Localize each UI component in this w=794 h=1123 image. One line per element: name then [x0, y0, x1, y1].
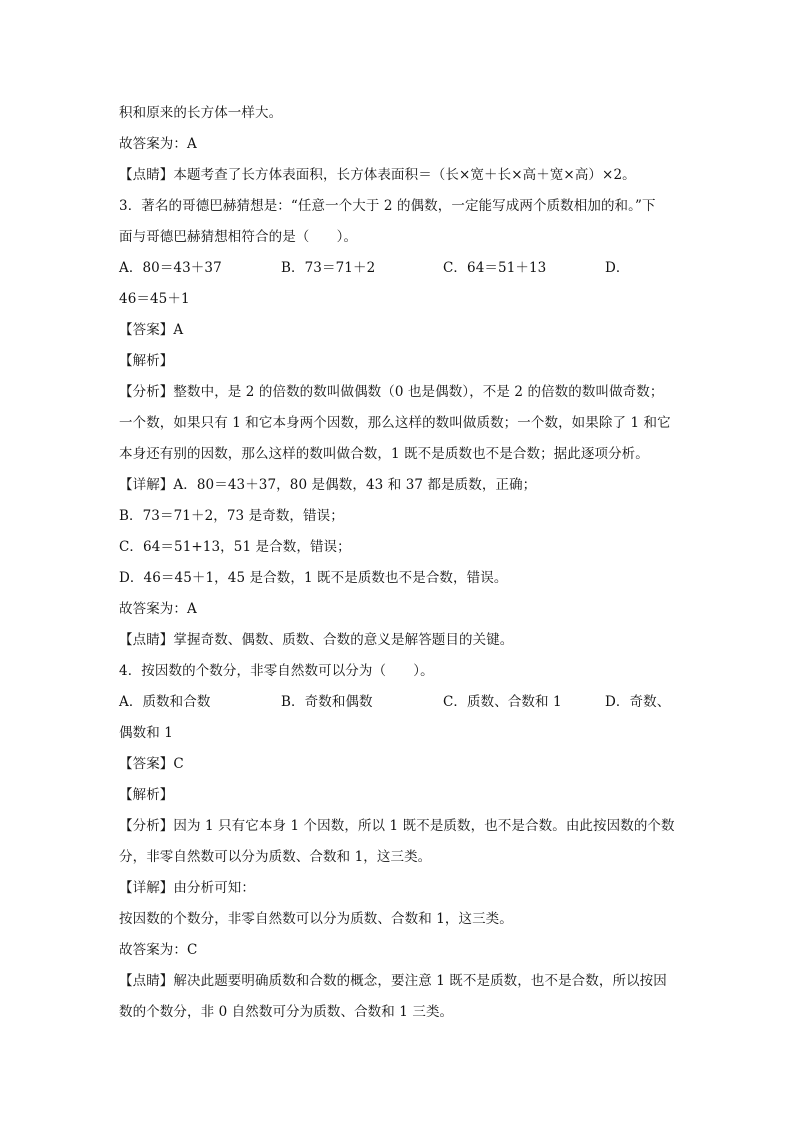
question-3-line-1: 3．著名的哥德巴赫猜想是：“任意一个大于 2 的偶数，一定能写成两个质数相加的和。”下	[119, 198, 656, 214]
detail-line: B．73＝71＋2，73 是奇数，错误；	[119, 508, 344, 524]
analysis-label: 【解析】	[119, 353, 174, 369]
answer-label: 【答案】C	[119, 756, 184, 772]
question-3-options	[119, 253, 679, 284]
detail-line: 【详解】由分析可知：	[119, 880, 255, 896]
question-4-options	[119, 687, 679, 718]
analysis-line: 【分析】因为 1 只有它本身 1 个因数，所以 1 既不是质数，也不是合数。由此按因数的个数	[119, 818, 675, 834]
comment-line: 【点睛】掌握奇数、偶数、质数、合数的意义是解答题目的关键。	[119, 632, 514, 648]
q4-option-d: D．奇数、	[605, 694, 671, 710]
q4-option-b: B．奇数和偶数	[281, 694, 373, 710]
question-3-line-2: 面与哥德巴赫猜想相符合的是（ ）。	[119, 229, 358, 245]
q4-option-c: C．质数、合数和 1	[443, 694, 562, 710]
detail-line: 【详解】A．80＝43＋37，80 是偶数，43 和 37 都是质数，正确；	[119, 477, 537, 493]
q3-option-d: D．	[605, 260, 630, 276]
detail-line: C．64＝51+13，51 是合数，错误；	[119, 539, 351, 555]
q3-option-a: A．80＝43＋37	[119, 260, 222, 276]
answer-label: 【答案】A	[119, 322, 184, 338]
detail-line: 按因数的个数分，非零自然数可以分为质数、合数和 1，这三类。	[119, 911, 513, 927]
text-line: 积和原来的长方体一样大。	[119, 105, 283, 121]
comment-line: 数的个数分，非 0 自然数可分为质数、合数和 1 三类。	[119, 1004, 454, 1020]
comment-line: 【点睛】本题考查了长方体表面积，长方体表面积＝（长×宽＋长×高＋宽×高）×2。	[119, 167, 636, 183]
comment-line: 【点睛】解决此题要明确质数和合数的概念，要注意 1 既不是质数，也不是合数，所以按因	[119, 973, 667, 989]
analysis-label: 【解析】	[119, 787, 174, 803]
answer-line: 故答案为：A	[119, 601, 197, 617]
question-4-line: 4．按因数的个数分，非零自然数可以分为（ ）。	[119, 663, 434, 679]
q4-option-d-continued: 偶数和 1	[119, 725, 173, 741]
analysis-line: 分，非零自然数可以分为质数、合数和 1，这三类。	[119, 849, 432, 865]
answer-line: 故答案为：C	[119, 942, 198, 958]
q3-option-b: B．73＝71＋2	[281, 260, 376, 276]
analysis-line: 【分析】整数中，是 2 的倍数的数叫做偶数（0 也是偶数），不是 2 的倍数的数叫做奇数；	[119, 384, 664, 400]
analysis-line: 本身还有别的因数，那么这样的数叫做合数，1 既不是质数也不是合数；据此逐项分析。	[119, 446, 649, 462]
answer-line: 故答案为：A	[119, 136, 197, 152]
q3-option-c: C．64＝51＋13	[443, 260, 547, 276]
q4-option-a: A．质数和合数	[119, 694, 211, 710]
detail-line: D．46＝45＋1，45 是合数，1 既不是质数也不是合数，错误。	[119, 570, 508, 586]
analysis-line: 一个数，如果只有 1 和它本身两个因数，那么这样的数叫做质数；一个数，如果除了 1 和它	[119, 415, 671, 431]
document-body	[119, 98, 679, 1028]
q3-option-d-value: 46＝45＋1	[119, 291, 190, 307]
